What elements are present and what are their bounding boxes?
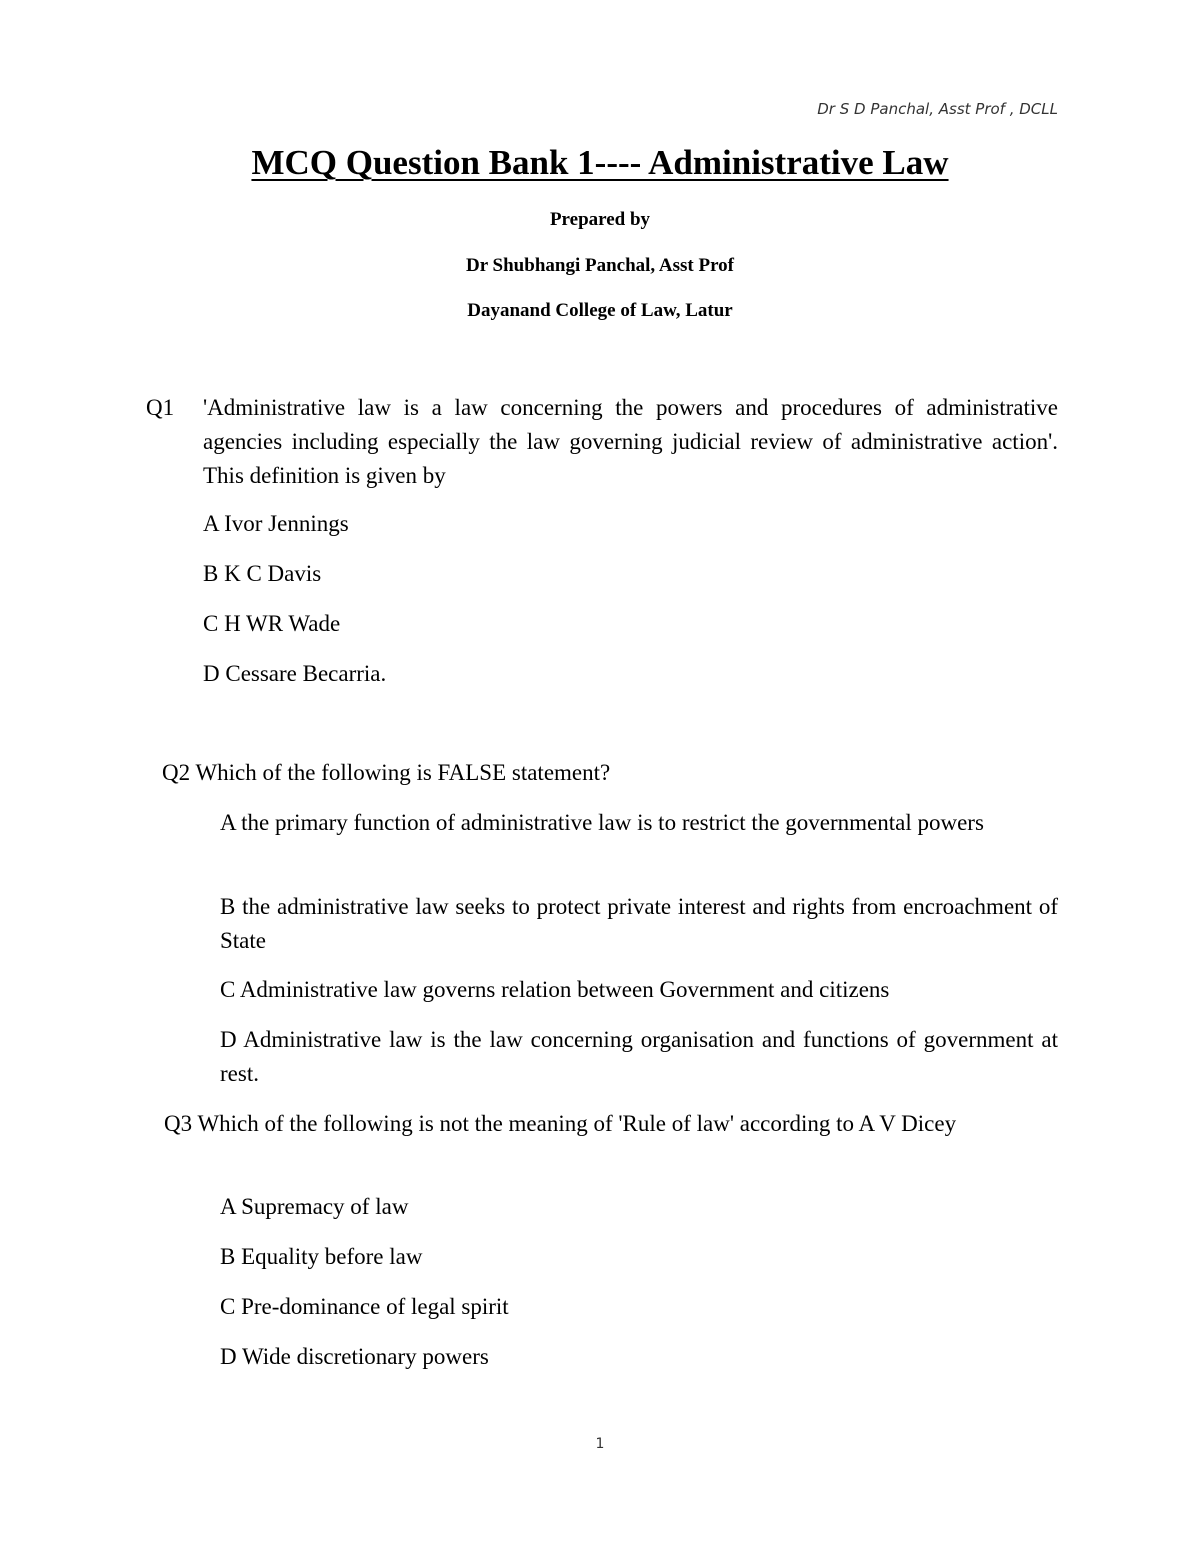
question-1-option-b: B K C Davis xyxy=(203,561,322,586)
question-3-option-d: D Wide discretionary powers xyxy=(220,1344,489,1369)
question-3-stem: Q3 Which of the following is not the meaning of 'Rule of law' according to A V Dicey xyxy=(164,1111,957,1136)
question-number: Q1 xyxy=(146,395,175,420)
running-header: Dr S D Panchal, Asst Prof , DCLL xyxy=(817,100,1058,118)
page-number: 1 xyxy=(595,1436,605,1452)
author-name: Dr Shubhangi Panchal, Asst Prof xyxy=(465,255,734,276)
question-1-option-a: A Ivor Jennings xyxy=(203,511,349,536)
question-3-option-b: B Equality before law xyxy=(220,1244,423,1269)
question-2-stem: Q2 Which of the following is FALSE statement? xyxy=(162,760,611,785)
question-2-option-a: A the primary function of administrative law is to restrict the governmental powers xyxy=(220,810,984,835)
question-1-stem xyxy=(146,391,1058,493)
question-2-option-c: C Administrative law governs relation between Government and citizens xyxy=(220,977,890,1002)
question-2-option-d: D Administrative law is the law concerning organisation and functions of government at rest. xyxy=(220,1027,1058,1086)
prepared-by-label: Prepared by xyxy=(549,209,651,230)
question-3-option-c: C Pre-dominance of legal spirit xyxy=(220,1294,509,1319)
question-1-option-c: C H WR Wade xyxy=(203,611,341,636)
question-2-option-b: B the administrative law seeks to protect private interest and rights from encroachment of State xyxy=(220,894,1058,953)
question-3-option-a: A Supremacy of law xyxy=(220,1194,409,1219)
question-1-option-d: D Cessare Becarria. xyxy=(203,661,387,686)
institution-name: Dayanand College of Law, Latur xyxy=(467,300,733,321)
document-title: MCQ Question Bank 1---- Administrative Law xyxy=(251,143,949,182)
question-text: 'Administrative law is a law concerning the powers and procedures of administrative agencies including especially the law governing judicial review of administrative action'. This definition is given by xyxy=(203,395,1058,488)
